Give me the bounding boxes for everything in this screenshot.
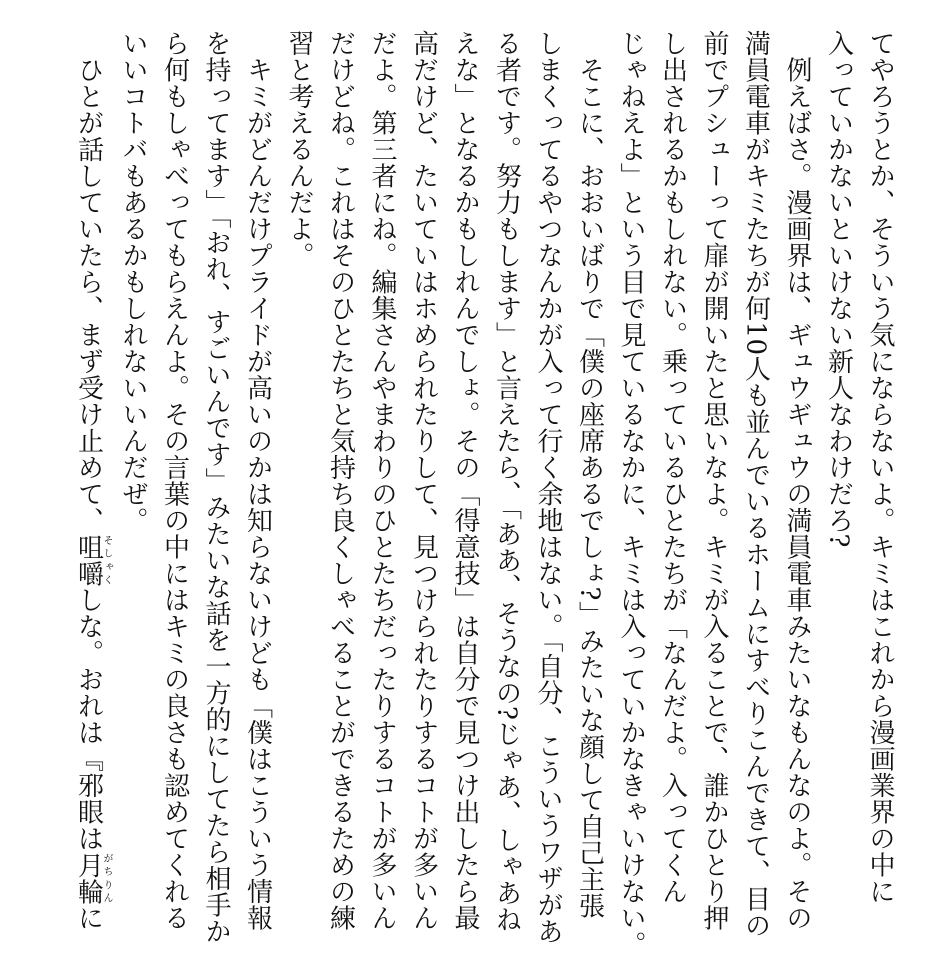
text-segment-jagan: 邪眼 — [73, 772, 104, 825]
ruby-gachirin — [73, 851, 112, 905]
text-line-13: だよ。第三者にね。編集さんやまわりのひとたちだったりするコトが多いん — [367, 30, 397, 931]
text-line-17: を持ってます」「おれ、すごいんです」みたいな話を一方的にしてたら相手か — [201, 30, 231, 945]
text-line-20 — [67, 30, 112, 931]
text-line-5: 前でプシューって扉が開いたと思いなよ。キミが入ることで、誰かひとり押 — [699, 30, 729, 931]
text-line-6: し出されるかもしれない。乗っているひとたちが「なんだよ。入ってくん — [657, 30, 688, 905]
text-line-14: だけどね。これはそのひとたちと気持ち良くしゃべることができるための練 — [325, 30, 356, 931]
text-line-7: じゃねえよ」という目で見ているなかに、キミは入っていかなきゃいけない。 — [616, 30, 646, 958]
text-line-1: てやろうとか、そういう気にならないよ。キミはこれから漫画業界の中に — [865, 30, 895, 905]
text-line-2: 入っていかないといけない新人なわけだろ? — [823, 30, 854, 548]
ruby-base-gachirin: 月輪 — [73, 851, 104, 905]
vertical-text-block — [67, 30, 900, 958]
text-line-16: キミがどんだけプライドが高いのかは知らないけども「僕はこういう情報 — [242, 30, 273, 931]
text-segment-after: に — [73, 904, 104, 931]
text-line-12: 高だけど、たいていはホめられたりして、見つけられたりするコトが多いん — [408, 30, 439, 931]
text-segment-between: しな。おれは『 — [73, 586, 104, 772]
text-line-10: る者です。努力もします」と言えたら、「ああ、そうなの?じゃあ、しゃあね — [491, 30, 522, 933]
text-segment-before-ruby: ひとが話していたら、まず受け止めて、 — [73, 30, 104, 534]
text-line-11: えな」となるかもしれんでしょ。その「得意技」は自分で見つけ出したら最 — [450, 30, 480, 931]
text-segment-ha: は — [73, 825, 104, 852]
ruby-reading-gachirin: がちりん — [101, 851, 112, 905]
ruby-soshaku — [73, 533, 112, 587]
text-line-19: いいコトバもあるかもしれないいんだぜ。 — [118, 30, 148, 534]
text-line-4: 満員電車がキミたちが何10人も並んでいるホームにすべりこんできて、目の — [740, 30, 771, 939]
text-line-9: しまくってるやつなんかが入って行く余地はない。「自分、こういうワザがあ — [533, 30, 563, 945]
text-line-18: ら何もしゃべってもらえんよ。その言葉の中にはキミの良さも認めてくれる — [159, 30, 190, 931]
text-line-3: 例えばさ。漫画界は、ギュウギュウの満員電車みたいなもんなのよ。その — [782, 30, 812, 931]
ruby-base-soshaku: 咀嚼 — [73, 533, 104, 587]
text-line-15: 習と考えるんだよ。 — [284, 30, 314, 269]
text-line-8: そこに、おおいばりで「僕の座席あるでしょ?」みたいな顔して自己主張 — [574, 30, 605, 919]
ruby-reading-soshaku: そしゃく — [101, 533, 112, 587]
